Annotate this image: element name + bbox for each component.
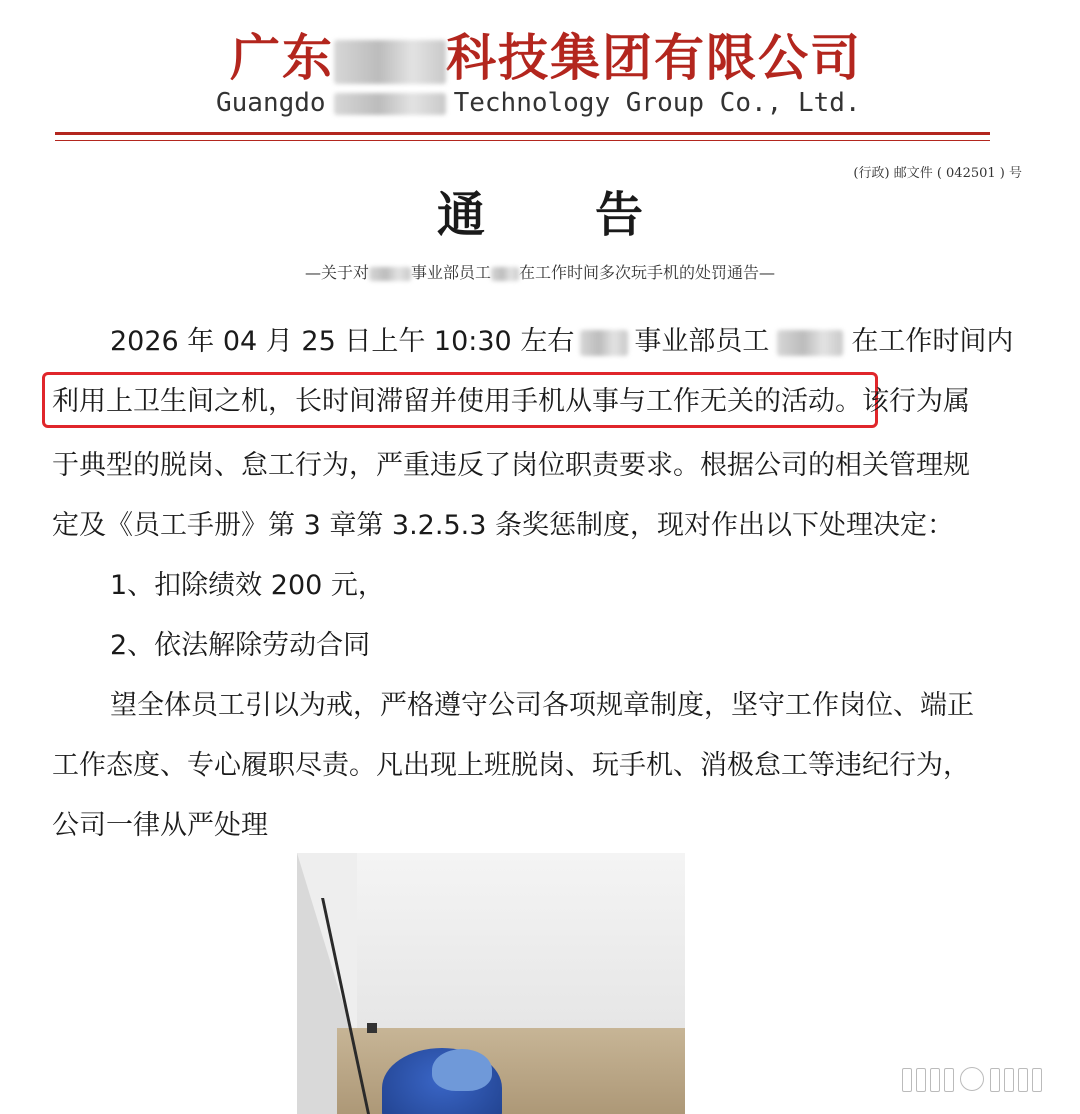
watermark-mark bbox=[944, 1068, 954, 1092]
paragraph-line-2 bbox=[52, 372, 1002, 432]
watermark-mark bbox=[990, 1068, 1000, 1092]
notice-subtitle bbox=[0, 260, 1080, 283]
paragraph-line-1 bbox=[110, 312, 1060, 372]
watermark-mark bbox=[902, 1068, 912, 1092]
photo-person-cap bbox=[432, 1049, 492, 1091]
redacted-name-blur bbox=[334, 93, 446, 115]
paragraph-line-6: 工作态度、专心履职尽责。凡出现上班脱岗、玩手机、消极怠工等违纪行为， bbox=[52, 750, 970, 781]
surveillance-photo bbox=[297, 853, 685, 1114]
company-name-cn bbox=[230, 18, 870, 90]
paragraph-line-5: 望全体员工引以为戒，严格遵守公司各项规章制度，坚守工作岗位、端正 bbox=[110, 690, 974, 721]
company-name-cn-suffix: 科技集团有限公司 bbox=[446, 29, 862, 87]
header-divider-thin bbox=[55, 140, 990, 141]
subtitle-mid: 事业部员工 bbox=[410, 263, 491, 282]
notice-title: 通告 bbox=[436, 187, 753, 243]
watermark-mark bbox=[1018, 1068, 1028, 1092]
company-name-en-prefix: Guangdo bbox=[216, 88, 326, 118]
decision-item-2: 2、依法解除劳动合同 bbox=[110, 630, 371, 661]
decision-item-1: 1、扣除绩效 200 元， bbox=[110, 570, 385, 601]
photo-ceiling bbox=[357, 853, 685, 1028]
department-text: 事业部员工 bbox=[634, 326, 770, 357]
redacted-name-blur bbox=[580, 330, 628, 356]
subtitle-suffix: 在工作时间多次玩手机的处罚通告— bbox=[519, 263, 776, 282]
subtitle-prefix: —关于对 bbox=[304, 263, 369, 282]
paragraph-line-7: 公司一律从严处理 bbox=[52, 810, 268, 841]
watermark-mark bbox=[1004, 1068, 1014, 1092]
watermark-logo bbox=[902, 1062, 1052, 1096]
redacted-name-blur bbox=[369, 267, 411, 281]
paragraph-line-1-end: 在工作时间内 bbox=[851, 326, 1014, 357]
redacted-name-blur bbox=[334, 40, 446, 84]
paragraph-line-3: 于典型的脱岗、怠工行为，严重违反了岗位职责要求。根据公司的相关管理规 bbox=[52, 450, 970, 481]
redacted-name-blur bbox=[777, 330, 843, 356]
watermark-mark bbox=[916, 1068, 926, 1092]
paragraph-line-4: 定及《员工手册》第 3 章第 3.2.5.3 条奖惩制度，现对作出以下处理决定： bbox=[52, 510, 954, 541]
watermark-mark bbox=[1032, 1068, 1042, 1092]
highlighted-text: 利用上卫生间之机，长时间滞留并使用手机从事与工作无关的活动。 bbox=[52, 386, 862, 417]
redacted-name-blur bbox=[491, 267, 519, 281]
company-name-en bbox=[216, 88, 861, 118]
header-divider-thick bbox=[55, 132, 990, 135]
photo-door-handle bbox=[367, 1023, 377, 1033]
document-number: (行政) 邮文件 ( 042501 ) 号 bbox=[853, 166, 1022, 181]
watermark-mark bbox=[930, 1068, 940, 1092]
company-name-cn-prefix: 广东 bbox=[230, 29, 334, 87]
watermark-mark bbox=[960, 1067, 984, 1091]
company-name-en-suffix: Technology Group Co., Ltd. bbox=[453, 88, 861, 118]
incident-time: 2026 年 04 月 25 日上午 10:30 左右 bbox=[110, 326, 575, 357]
paragraph-line-2-end: 该行为属 bbox=[862, 386, 970, 417]
